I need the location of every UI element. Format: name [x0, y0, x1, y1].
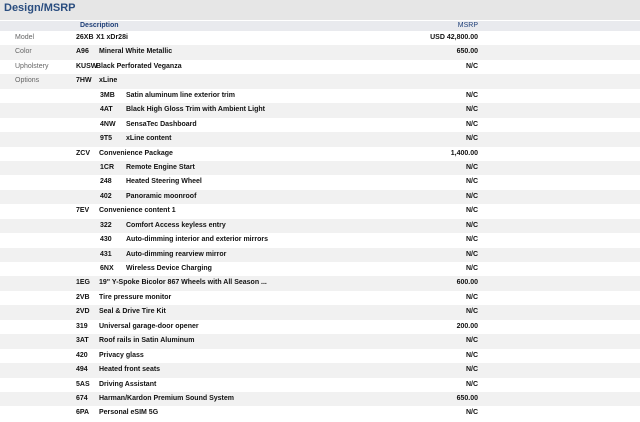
option-description: Heated front seats [99, 366, 161, 374]
option-description: SensaTec Dashboard [126, 120, 197, 128]
option-msrp: N/C [465, 135, 478, 143]
option-description: Driving Assistant [99, 380, 157, 388]
option-description: Auto-dimming interior and exterior mirrors [126, 236, 268, 244]
option-msrp: N/C [465, 163, 478, 171]
column-header-msrp: MSRP [457, 22, 478, 29]
option-code: 7EV [76, 207, 90, 215]
option-description: Privacy glass [99, 351, 144, 359]
option-code: 4AT [100, 106, 113, 114]
option-msrp: 600.00 [456, 279, 478, 287]
option-msrp: N/C [465, 351, 478, 359]
table-row [0, 248, 640, 262]
option-msrp: N/C [465, 91, 478, 99]
column-header-description: Description [80, 22, 119, 29]
option-description: Auto-dimming rearview mirror [126, 250, 227, 258]
option-description: Convenience Package [99, 149, 173, 157]
table-row [0, 161, 640, 175]
option-msrp: N/C [465, 221, 478, 229]
option-code: 1EG [76, 279, 91, 287]
option-msrp: N/C [465, 207, 478, 215]
option-msrp: N/C [465, 337, 478, 345]
option-code: 7HW [76, 77, 92, 85]
option-code: 2VB [76, 293, 90, 301]
table-row [0, 291, 640, 305]
option-msrp: N/C [465, 236, 478, 244]
option-code: 3MB [100, 91, 115, 99]
table-row [0, 89, 640, 103]
table-row [0, 262, 640, 276]
table-row [0, 190, 640, 204]
option-description: Panoramic moonroof [126, 192, 197, 200]
option-code: 9T5 [100, 135, 113, 143]
option-code: 420 [76, 351, 88, 359]
table-row [0, 118, 640, 132]
option-description: Comfort Access keyless entry [126, 221, 226, 229]
option-description: Remote Engine Start [126, 163, 195, 171]
option-description: 19" Y-Spoke Bicolor 867 Wheels with All Season ... [99, 279, 267, 287]
option-code: 322 [100, 221, 112, 229]
table-row [0, 132, 640, 146]
table-row [0, 406, 640, 420]
option-msrp: N/C [465, 62, 478, 70]
option-description: Mineral White Metallic [99, 48, 173, 56]
option-code: 319 [76, 322, 88, 330]
table-row [0, 378, 640, 392]
title-bar [0, 0, 640, 20]
option-code: 26XB [76, 34, 94, 41]
option-code: A96 [76, 48, 89, 56]
table-row [0, 363, 640, 377]
option-code: 2VD [76, 308, 90, 316]
option-code: 402 [100, 192, 112, 200]
table-row [0, 305, 640, 319]
option-description: Wireless Device Charging [126, 265, 212, 272]
table-row [0, 45, 640, 59]
row-category-label: Options [15, 77, 40, 85]
option-code: 4NW [100, 120, 116, 128]
table-row [0, 147, 640, 161]
row-category-label: Color [15, 48, 32, 56]
option-description: Satin aluminum line exterior trim [126, 91, 235, 99]
option-description: Black High Gloss Trim with Ambient Light [126, 106, 265, 114]
table-row [0, 103, 640, 117]
table-row [0, 219, 640, 233]
table-row [0, 349, 640, 363]
option-msrp: N/C [465, 366, 478, 374]
option-description: Tire pressure monitor [99, 293, 172, 301]
option-code: 1CR [100, 163, 115, 171]
option-msrp: N/C [465, 106, 478, 114]
table-row [0, 392, 640, 406]
table-row [0, 74, 640, 88]
page-title: Design/MSRP [4, 2, 76, 14]
option-code: 431 [100, 250, 112, 258]
option-msrp: N/C [465, 380, 478, 388]
option-msrp: N/C [465, 265, 478, 272]
option-code: ZCV [76, 149, 90, 157]
option-msrp: 650.00 [456, 394, 478, 402]
option-description: Heated Steering Wheel [126, 178, 202, 186]
option-msrp: N/C [465, 192, 478, 200]
table-row [0, 175, 640, 189]
option-description: xLine content [126, 135, 172, 143]
option-description: xLine [99, 77, 118, 85]
table-row [0, 233, 640, 247]
table-row [0, 204, 640, 218]
table-row [0, 320, 640, 334]
option-code: 6PA [76, 409, 90, 417]
option-description: Personal eSIM 5G [99, 409, 159, 417]
option-description: Roof rails in Satin Aluminum [99, 337, 195, 345]
option-code: 248 [100, 178, 112, 186]
option-description: Black Perforated Veganza [96, 62, 182, 70]
row-category-label: Upholstery [15, 62, 49, 70]
table-row [0, 334, 640, 348]
option-code: 6NX [100, 265, 114, 272]
table-header [0, 21, 640, 31]
option-code: 430 [100, 236, 112, 244]
option-description: Universal garage-door opener [99, 322, 199, 330]
msrp-table-body [0, 31, 640, 421]
option-msrp: USD 42,800.00 [430, 34, 478, 41]
option-msrp: N/C [465, 293, 478, 301]
option-msrp: N/C [465, 178, 478, 186]
option-description: Seal & Drive Tire Kit [99, 308, 166, 316]
option-msrp: 650.00 [456, 48, 478, 56]
option-code: 674 [76, 394, 88, 402]
table-row [0, 276, 640, 290]
option-code: 5AS [76, 380, 90, 388]
option-msrp: 1,400.00 [450, 149, 478, 157]
option-description: Harman/Kardon Premium Sound System [99, 394, 234, 402]
option-code: 3AT [76, 337, 89, 345]
option-msrp: N/C [465, 250, 478, 258]
row-category-label: Model [15, 34, 35, 41]
option-description: X1 xDr28i [96, 34, 128, 41]
option-code: 494 [76, 366, 88, 374]
option-msrp: N/C [465, 308, 478, 316]
option-msrp: 200.00 [456, 322, 478, 330]
table-row [0, 31, 640, 45]
option-code: KUSW [76, 62, 98, 70]
option-msrp: N/C [465, 120, 478, 128]
option-description: Convenience content 1 [99, 207, 176, 215]
option-msrp: N/C [465, 409, 478, 417]
table-row [0, 60, 640, 74]
